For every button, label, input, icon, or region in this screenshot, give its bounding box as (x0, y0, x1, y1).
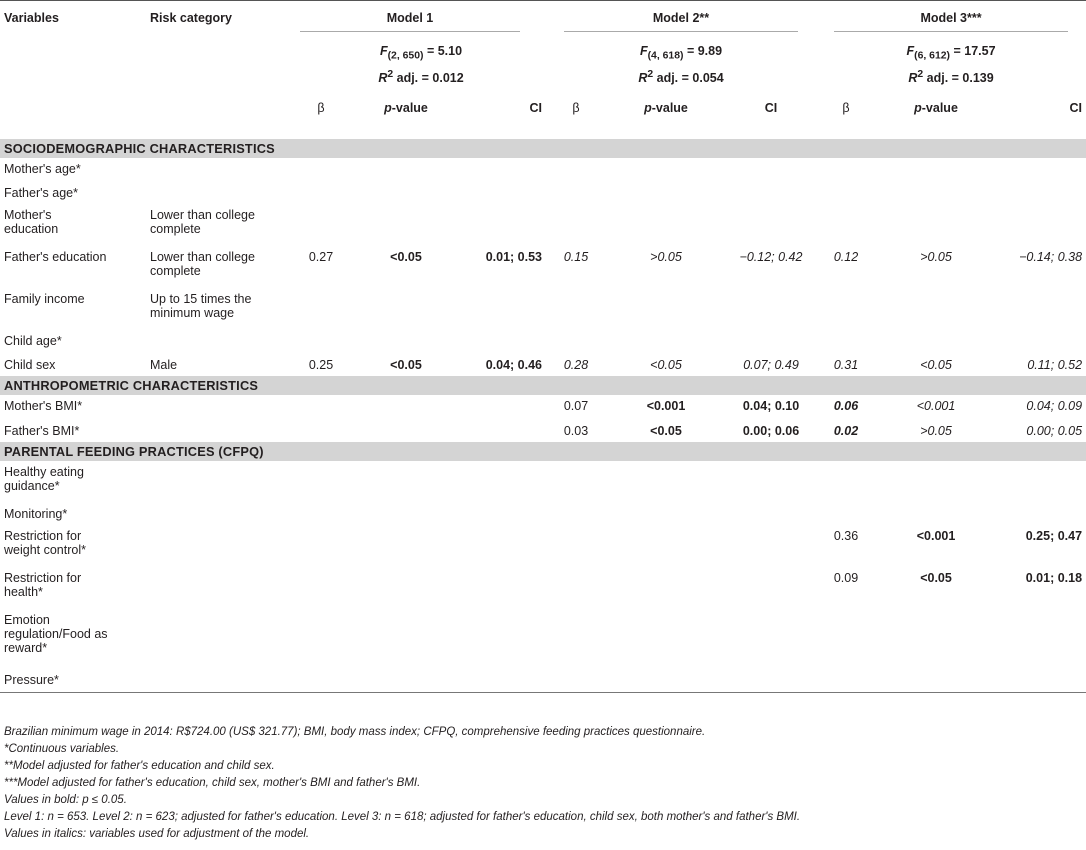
model-1-fit: $F_{(2, 650)} = 5.10$ $R^2$ adj. = 0.012 (378, 44, 464, 85)
header-row-models (0, 1, 1086, 33)
footnote: Brazilian minimum wage in 2014: R$724.00 (US$ 321.77); BMI, body mass index; CFPQ, comprehensive feeding practices questionnaire. (4, 726, 706, 738)
table-row: Father's BMI* 0.03 <0.05 0.00; 0.06 0.02 >0.05 0.00; 0.05 (4, 423, 1083, 438)
table-row: Restriction for health* 0.09 <0.05 0.01; 0.18 (4, 570, 1083, 599)
table-row: Child age* (4, 333, 62, 348)
table-row: Father's education Lower than college complete 0.27 <0.05 0.01; 0.53 0.15 >0.05 −0.12; 0.42 0.12 >0.05 −0.14; 0.38 (4, 249, 1083, 278)
ci-header: CI (764, 100, 778, 115)
header-model-1: Model 1 (296, 1, 546, 33)
footnote: **Model adjusted for father's education and child sex. (4, 760, 275, 772)
table-row: Mother's BMI* 0.07 <0.001 0.04; 0.10 0.06 <0.001 0.04; 0.09 (4, 398, 1083, 413)
model-2-fit: $F_{(4, 618)} = 9.89$ $R^2$ adj. = 0.054 (638, 44, 724, 85)
ci-header: CI (529, 100, 542, 115)
header-model-2: Model 2** (546, 1, 816, 33)
model-3-fit: $F_{(6, 612)} = 17.57$ $R^2$ adj. = 0.139 (906, 44, 996, 85)
table-row: Child sex Male 0.25 <0.05 0.04; 0.46 0.28 <0.05 0.07; 0.49 0.31 <0.05 0.11; 0.52 (4, 357, 1083, 372)
table-row: Pressure* (4, 672, 59, 687)
table-row: Mother's age* (4, 161, 81, 176)
footnote: Level 1: n = 653. Level 2: n = 623; adjusted for father's education. Level 3: n = 618; adjusted for father's education, child sex, both mother's and father's BMI. (4, 811, 801, 823)
header-model-3: Model 3*** (816, 1, 1086, 33)
table-row: Father's age* (4, 185, 78, 200)
header-risk-category: Risk category (150, 11, 232, 25)
header-row-stats (0, 87, 1086, 139)
pvalue-header: p-value (914, 100, 958, 115)
ci-header: CI (1069, 100, 1083, 115)
table-row: Mother's education Lower than college complete (4, 207, 255, 236)
section-feeding-practices: PARENTAL FEEDING PRACTICES (CFPQ) (0, 442, 1086, 461)
footnote: ***Model adjusted for father's education, child sex, mother's BMI and father's BMI. (4, 777, 421, 789)
footnote: Values in italics: variables used for adjustment of the model. (4, 828, 310, 840)
section-anthropometric: ANTHROPOMETRIC CHARACTERISTICS (0, 376, 1086, 395)
header-row-fit (0, 32, 1086, 87)
table-footnotes (4, 724, 1004, 843)
table-row: Monitoring* (4, 506, 68, 521)
beta-header: β (842, 100, 850, 115)
table-row: Healthy eating guidance* (4, 464, 84, 493)
beta-header: β (572, 100, 580, 115)
header-variables: Variables (4, 11, 59, 25)
footnote: Values in bold: p ≤ 0.05. (4, 794, 127, 806)
pvalue-header: p-value (384, 100, 428, 115)
table-row: Restriction for weight control* 0.36 <0.001 0.25; 0.47 (4, 528, 1083, 557)
table-row: Family income Up to 15 times the minimum wage (4, 291, 252, 320)
footnote: *Continuous variables. (4, 743, 120, 755)
table-row: Emotion regulation/Food as reward* (4, 612, 108, 655)
beta-header: β (317, 100, 325, 115)
section-sociodemographic: SOCIODEMOGRAPHIC CHARACTERISTICS (0, 139, 1086, 158)
pvalue-header: p-value (644, 100, 688, 115)
